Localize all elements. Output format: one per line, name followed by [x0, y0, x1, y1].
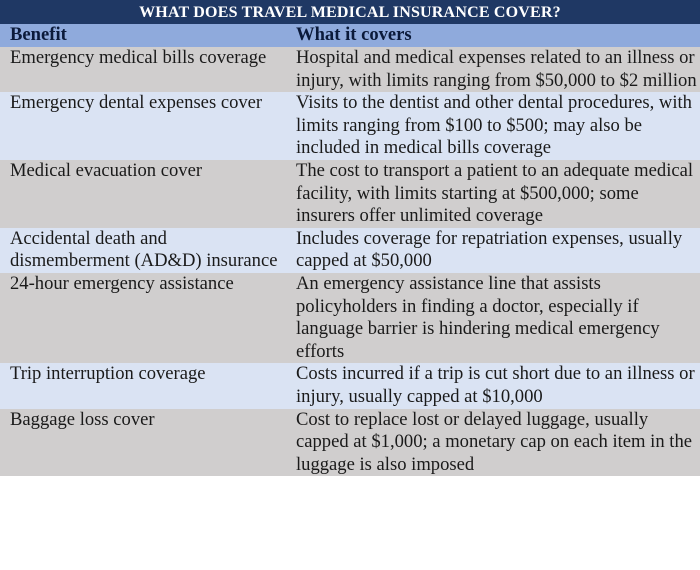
table-row: [0, 47, 700, 92]
table-row: [0, 92, 700, 160]
table-title: WHAT DOES TRAVEL MEDICAL INSURANCE COVER?: [0, 0, 700, 24]
table-row: [0, 228, 700, 273]
benefit-cell: Medical evacuation cover: [0, 160, 290, 228]
covers-cell: Includes coverage for repatriation expenses, usually capped at $50,000: [290, 228, 700, 273]
table-row: [0, 409, 700, 477]
table-row: [0, 160, 700, 228]
benefit-cell: Emergency medical bills coverage: [0, 47, 290, 92]
table-row: [0, 363, 700, 408]
coverage-table: [0, 24, 700, 476]
header-row: [0, 24, 700, 47]
covers-cell: The cost to transport a patient to an adequate medical facility, with limits starting at $500,000; some insurers offer unlimited coverage: [290, 160, 700, 228]
benefit-cell: Baggage loss cover: [0, 409, 290, 477]
benefit-cell: Emergency dental expenses cover: [0, 92, 290, 160]
table-row: [0, 273, 700, 363]
benefit-cell: 24-hour emergency assistance: [0, 273, 290, 363]
header-benefit: Benefit: [0, 24, 290, 47]
header-what-it-covers: What it covers: [290, 24, 700, 47]
benefit-cell: Accidental death and dismemberment (AD&D) insurance: [0, 228, 290, 273]
covers-cell: An emergency assistance line that assists policyholders in finding a doctor, especially if language barrier is hindering medical emergency efforts: [290, 273, 700, 363]
covers-cell: Hospital and medical expenses related to an illness or injury, with limits ranging from $50,000 to $2 million: [290, 47, 700, 92]
covers-cell: Cost to replace lost or delayed luggage, usually capped at $1,000; a monetary cap on each item in the luggage is also imposed: [290, 409, 700, 477]
covers-cell: Costs incurred if a trip is cut short due to an illness or injury, usually capped at $10,000: [290, 363, 700, 408]
covers-cell: Visits to the dentist and other dental procedures, with limits ranging from $100 to $500; may also be included in medical bills coverage: [290, 92, 700, 160]
benefit-cell: Trip interruption coverage: [0, 363, 290, 408]
